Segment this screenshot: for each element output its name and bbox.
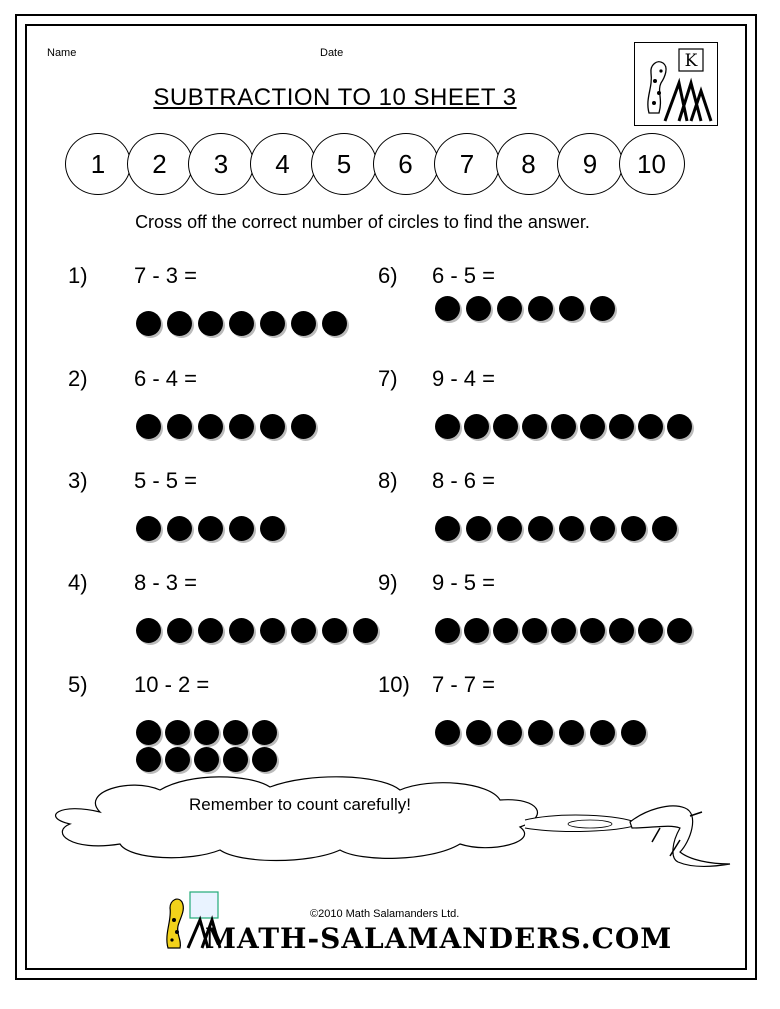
question-number: 3) [68,468,88,493]
number-circle: 9 [557,133,623,195]
footer-copyright: ©2010 Math Salamanders Ltd. [310,908,460,920]
question-number: 1) [68,263,88,288]
counting-dot[interactable] [223,747,248,772]
counting-dot[interactable] [638,414,663,439]
reminder-text: Remember to count carefully! [188,795,412,814]
question-number: 10) [378,672,410,697]
counting-dot[interactable] [590,516,615,541]
counting-dot[interactable] [165,747,190,772]
dot-group [435,618,696,643]
number-circle: 8 [496,133,562,195]
question-number: 9) [378,570,398,595]
counting-dot[interactable] [522,414,547,439]
counting-dot[interactable] [252,747,277,772]
counting-dot[interactable] [167,311,192,336]
counting-dot[interactable] [223,720,248,745]
counting-dot[interactable] [580,618,605,643]
counting-dot[interactable] [621,720,646,745]
counting-dot[interactable] [551,414,576,439]
counting-dot[interactable] [198,311,223,336]
counting-dot[interactable] [559,296,584,321]
counting-dot[interactable] [652,516,677,541]
counting-dot[interactable] [528,296,553,321]
counting-dot[interactable] [528,720,553,745]
counting-dot[interactable] [590,296,615,321]
instruction-text: Cross off the correct number of circles to find the answer. [135,212,590,232]
footer-brand: MATH-SALAMANDERS.COM [205,922,673,955]
counting-dot[interactable] [464,618,489,643]
counting-dot[interactable] [260,311,285,336]
counting-dot[interactable] [609,414,634,439]
question-equation: 5 - 5 = [134,468,197,493]
counting-dot[interactable] [252,720,277,745]
number-circle: 3 [188,133,254,195]
dot-group [136,311,353,336]
question-number: 4) [68,570,88,595]
counting-dot[interactable] [435,618,460,643]
counting-dot[interactable] [167,516,192,541]
counting-dot[interactable] [559,516,584,541]
counting-dot[interactable] [493,414,518,439]
date-label: Date [320,47,344,59]
dot-group [136,747,281,772]
counting-dot[interactable] [638,618,663,643]
cloud-tail [525,815,640,831]
counting-dot[interactable] [136,747,161,772]
number-circle: 10 [619,133,685,195]
counting-dot[interactable] [497,720,522,745]
counting-dot[interactable] [229,311,254,336]
counting-dot[interactable] [435,414,460,439]
question-number: 8) [378,468,398,493]
cloud-shape [56,777,538,861]
counting-dot[interactable] [621,516,646,541]
counting-dot[interactable] [291,414,316,439]
dot-group [435,720,652,745]
counting-dot[interactable] [435,516,460,541]
counting-dot[interactable] [229,516,254,541]
counting-dot[interactable] [667,414,692,439]
question-equation: 7 - 7 = [432,672,495,697]
counting-dot[interactable] [551,618,576,643]
counting-dot[interactable] [260,618,285,643]
number-circle: 5 [311,133,377,195]
counting-dot[interactable] [194,747,219,772]
counting-dot[interactable] [291,311,316,336]
dot-group [435,296,621,321]
number-circle: 4 [250,133,316,195]
counting-dot[interactable] [260,414,285,439]
counting-dot[interactable] [229,618,254,643]
counting-dot[interactable] [198,414,223,439]
dot-group [136,618,384,643]
number-circle: 6 [373,133,439,195]
counting-dot[interactable] [165,720,190,745]
counting-dot[interactable] [580,414,605,439]
counting-dot[interactable] [466,516,491,541]
counting-dot[interactable] [136,618,161,643]
cloud-and-salamander [40,772,740,872]
counting-dot[interactable] [229,414,254,439]
counting-dot[interactable] [322,311,347,336]
salamander-body [630,806,730,866]
counting-dot[interactable] [528,516,553,541]
counting-dot[interactable] [194,720,219,745]
page-title: SUBTRACTION TO 10 SHEET 3 [153,84,517,111]
counting-dot[interactable] [493,618,518,643]
dot-group [136,516,291,541]
counting-dot[interactable] [435,296,460,321]
counting-dot[interactable] [167,414,192,439]
counting-dot[interactable] [466,296,491,321]
counting-dot[interactable] [260,516,285,541]
dot-group [435,516,683,541]
counting-dot[interactable] [435,720,460,745]
counting-dot[interactable] [609,618,634,643]
dot-group [136,720,281,745]
question-equation: 10 - 2 = [134,672,210,697]
counting-dot[interactable] [559,720,584,745]
question-equation: 8 - 3 = [134,570,197,595]
counting-dot[interactable] [667,618,692,643]
question-equation: 6 - 5 = [432,263,495,288]
question-equation: 9 - 4 = [432,366,495,391]
question-equation: 9 - 5 = [432,570,495,595]
question-number: 7) [378,366,398,391]
counting-dot[interactable] [198,618,223,643]
number-circle: 2 [127,133,193,195]
counting-dot[interactable] [136,414,161,439]
counting-dot[interactable] [497,296,522,321]
counting-dot[interactable] [466,720,491,745]
counting-dot[interactable] [497,516,522,541]
counting-dot[interactable] [291,618,316,643]
logo-letter: K [684,51,698,71]
question-number: 2) [68,366,88,391]
counting-dot[interactable] [136,720,161,745]
counting-dot[interactable] [464,414,489,439]
counting-dot[interactable] [522,618,547,643]
question-equation: 6 - 4 = [134,366,197,391]
counting-dot[interactable] [167,618,192,643]
question-number: 6) [378,263,398,288]
question-equation: 7 - 3 = [134,263,197,288]
dot-group [435,414,696,439]
counting-dot[interactable] [198,516,223,541]
question-equation: 8 - 6 = [432,468,495,493]
counting-dot[interactable] [136,516,161,541]
counting-dot[interactable] [322,618,347,643]
question-number: 5) [68,672,88,697]
number-circle: 1 [65,133,131,195]
counting-dot[interactable] [590,720,615,745]
number-circle: 7 [434,133,500,195]
name-label: Name [47,47,77,59]
dot-group [136,414,322,439]
counting-dot[interactable] [136,311,161,336]
counting-dot[interactable] [353,618,378,643]
